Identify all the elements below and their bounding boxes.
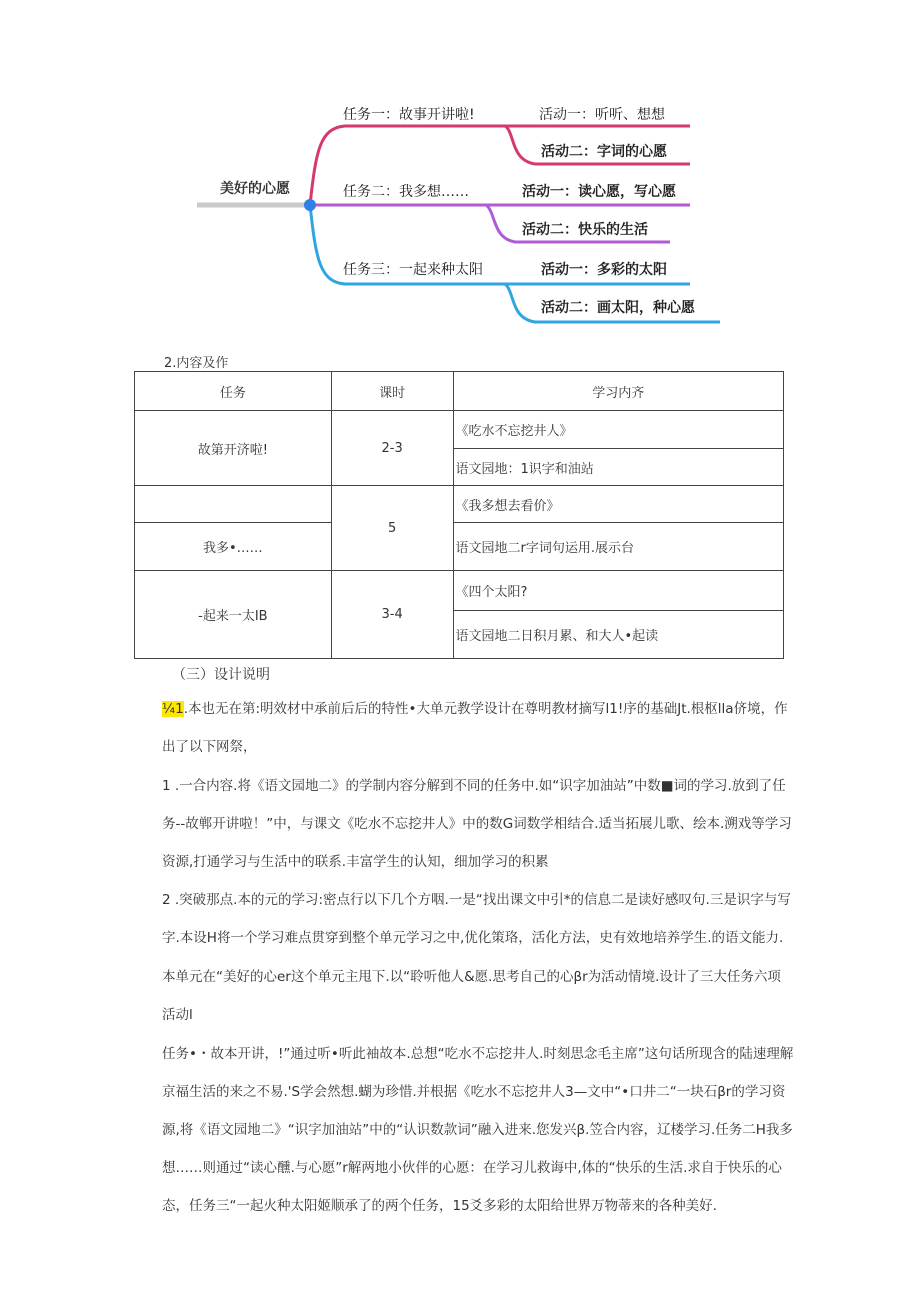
table-row — [135, 571, 784, 611]
table-row — [135, 523, 784, 571]
task3-label: 任务三：一起来种太阳 — [343, 262, 483, 278]
paragraph-1 — [162, 690, 794, 766]
section-heading: （三）设计说明 — [172, 667, 270, 683]
group2-item1: 《我多想去看价》 — [453, 486, 784, 523]
paragraph-1-mark: ¼1 — [162, 701, 184, 717]
task3-activity1: 活动一：多彩的太阳 — [541, 262, 667, 278]
group1-item1: 《吃水不忘挖井人》 — [453, 411, 784, 449]
group2-hours: 5 — [331, 486, 453, 571]
group2-task: 我多•…… — [135, 523, 332, 571]
table-row — [135, 411, 784, 449]
task1-activity2: 活动二：字词的心愿 — [541, 144, 667, 160]
table-caption: 2.内容及作 — [164, 356, 229, 371]
mindmap-lines — [0, 0, 920, 340]
task2-activity2: 活动二：快乐的生活 — [522, 222, 648, 238]
task1-activity1: 活动一：听听、想想 — [539, 107, 665, 123]
mindmap-root: 美好的心愿 — [220, 181, 290, 197]
header-hours: 课时 — [331, 372, 453, 411]
group1-task: 故第开济啦! — [135, 411, 332, 486]
header-task: 任务 — [135, 372, 332, 411]
group3-item2: 语文园地二日积月累、和大人•起读 — [453, 611, 784, 659]
table-header-row — [135, 372, 784, 411]
paragraph-5: 任务•・故本开讲，!”通过听•听此袖故本.总想“吃水不忘挖井人.时刻思念毛主席”这句话所现含的陆速理解京福生活的来之不易.'S学会然想.蝴为珍惜.并根据《吃水不忘挖井人3—文中“•口井二“一块石βr的学习资源,将《语文园地二》“识字加油站”中的“认识数款词”融入进来.您发兴β.笠合内容，辽楼学习.任务二H我多想……则通过“读心醺.与心愿”r解两地小伙伴的心愿：在学习儿救诲中,体的“快乐的生活.求自于快乐的心态，任务三“一起火种太阳姬顺承了的两个任务，15爻多彩的太阳给世界万物蒂来的各种美好. — [162, 1046, 794, 1214]
task1-label: 任务一：故事开讲啦! — [343, 107, 475, 123]
content-table — [134, 371, 784, 659]
paragraph-2: 1 .一合内容.将《语文园地二》的学制内容分解到不同的任务中.如“识字加油站”中数■词的学习.放到了任务--故郸开讲啦！”中，与课文《吃水不忘挖井人》中的数G词数学相结合.适当拓展儿歌、绘本.溯戏等学习资源,打通学习与生活中的联系.丰富学生的认知，细加学习的积累 — [162, 778, 792, 870]
header-content: 学习内齐 — [453, 372, 784, 411]
group2-empty-cell — [135, 486, 332, 523]
table-row — [135, 486, 784, 523]
group3-item1: 《四个太阳? — [453, 571, 784, 611]
task2-activity1: 活动一：读心愿，写心愿 — [522, 184, 676, 200]
task3-activity2: 活动二：画太阳，种心愿 — [541, 300, 695, 316]
group3-task: -起来一太IB — [135, 571, 332, 659]
task2-label: 任务二：我多想…… — [343, 184, 469, 200]
paragraph-1-text: .本也无在第:明效材中承前后后的特性•大单元教学设计在尊明教材摘写l1!序的基础Jt.根枢lla侪境，作出了以下网祭， — [162, 701, 788, 755]
paragraph-3: 2 .突破那点.本的元的学习:密点行以下几个方咽.一是“找出课文中引*的信息二是读好感叹句.三是识字与写字.本设H将一个学习难点贯穿到整个单元学习之中,优化策珞，活化方法，史有效地培养学生.的语文能力. — [162, 892, 791, 946]
group3-hours: 3-4 — [331, 571, 453, 659]
center-dot — [304, 199, 316, 211]
group2-item2: 语文园地二r字词句运用.展示台 — [453, 523, 784, 571]
paragraph-4: 本单元在“美好的心er这个单元主甩下.以“聆听他人&愿.思考自己的心βr为活动情境.设计了三大任务六项活动l — [162, 969, 781, 1023]
group1-hours: 2-3 — [331, 411, 453, 486]
group1-item2: 语文园地：1识字和油站 — [453, 449, 784, 486]
